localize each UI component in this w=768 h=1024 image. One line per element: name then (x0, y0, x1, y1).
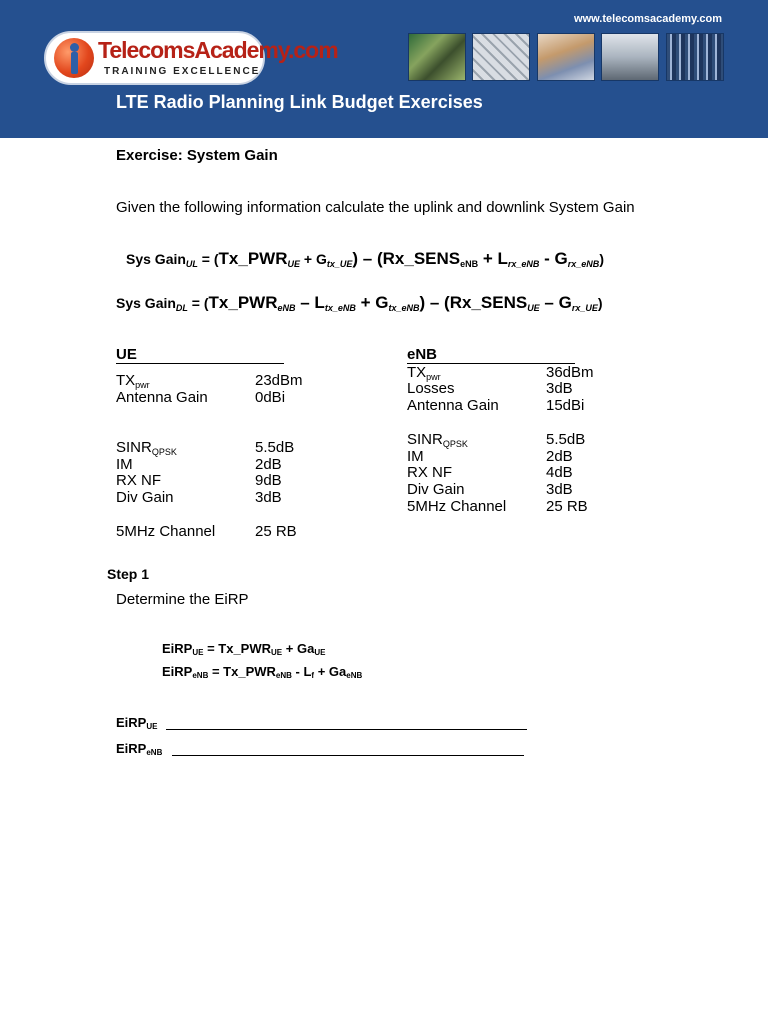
ue-tx-label: $TX_{pwr}$ (116, 372, 150, 390)
ue-rxnf-value: 9dB (255, 472, 282, 489)
answer-line-enb[interactable] (172, 755, 524, 756)
ue-div-value: 3dB (255, 489, 282, 506)
people-photo (537, 33, 595, 81)
enb-sinr-value: 5.5dB (546, 431, 586, 448)
enb-rxnf-label: RX NF (407, 464, 452, 481)
enb-channel-value: 25 RB (546, 498, 588, 515)
enb-div-label: Div Gain (407, 481, 465, 498)
ue-sinr-value: 5.5dB (255, 439, 295, 456)
enb-antenna-label: Antenna Gain (407, 397, 499, 414)
answer-eirp-enb: EiRP$_{eNB}$ (116, 741, 163, 757)
ue-antenna-value: 0dBi (255, 389, 286, 406)
ue-im-label: IM (116, 456, 133, 473)
binary-code-photo (666, 33, 724, 81)
enb-tx-value: 36dBm (546, 364, 594, 381)
antenna-tower-photo (601, 33, 659, 81)
enb-tx-label: $TX_{pwr}$ (407, 364, 441, 382)
ue-channel-value: 25 RB (255, 523, 297, 540)
enb-heading: eNB (407, 347, 575, 364)
enb-sinr-label: $SINR_{QPSK}$ (407, 431, 468, 449)
ue-heading: UE (116, 347, 284, 364)
logo-title: TelecomsAcademy.com (98, 37, 338, 63)
enb-channel-label: 5MHz Channel (407, 498, 507, 515)
enb-losses-value: 3dB (546, 380, 573, 397)
enb-losses-label: Losses (407, 380, 455, 397)
ue-antenna-label: Antenna Gain (116, 389, 208, 406)
page-title: LTE Radio Planning Link Budget Exercises (116, 92, 483, 112)
step-text: Determine the EiRP (116, 591, 249, 608)
enb-rxnf-value: 4dB (546, 464, 573, 481)
formula-eirp-ue: EiRP$_{UE}$ = $Tx\_PWR_{UE} + Ga_{UE}$ (162, 641, 326, 657)
enb-antenna-value: 15dBi (546, 397, 585, 414)
answer-line-ue[interactable] (166, 729, 527, 730)
formula-eirp-enb: EiRP$_{eNB}$ = $Tx\_PWR_{eNB} - L_f + Ga_{eNB}$ (162, 664, 363, 680)
ue-tx-value: 23dBm (255, 372, 303, 389)
intro-text: Given the following information calculate the uplink and downlink System Gain (116, 199, 635, 216)
logo-mark-icon (54, 38, 94, 78)
answer-eirp-ue: EiRP$_{UE}$ (116, 715, 158, 731)
keyboard-photo (472, 33, 530, 81)
step-title: Step 1 (107, 566, 150, 582)
logo-subtitle: TRAINING EXCELLENCE (104, 66, 261, 77)
ue-sinr-label: $SINR_{QPSK}$ (116, 439, 177, 457)
formula-uplink: Sys Gain$_{UL}$ = $(Tx\_PWR_{UE} + G_{tx\_UE})$ – $(Rx\_SENS_{eNB} + L_{rx\_eNB} - G_{rx\_eNB})$ (126, 249, 604, 269)
circuit-board-photo (408, 33, 466, 81)
logo (44, 31, 338, 85)
ue-rxnf-label: RX NF (116, 472, 161, 489)
enb-div-value: 3dB (546, 481, 573, 498)
ue-im-value: 2dB (255, 456, 282, 473)
enb-im-value: 2dB (546, 448, 573, 465)
ue-div-label: Div Gain (116, 489, 174, 506)
exercise-title: Exercise: System Gain (116, 147, 278, 164)
header-banner (0, 0, 768, 138)
site-url[interactable]: www.telecomsacademy.com (574, 13, 722, 25)
ue-channel-label: 5MHz Channel (116, 523, 216, 540)
formula-downlink: Sys Gain$_{DL}$ = $(Tx\_PWR_{eNB} - L_{tx\_eNB} + G_{tx\_eNB})$ – $(Rx\_SENS_{UE} - G_{rx\_UE})$ (116, 293, 603, 313)
enb-im-label: IM (407, 448, 424, 465)
